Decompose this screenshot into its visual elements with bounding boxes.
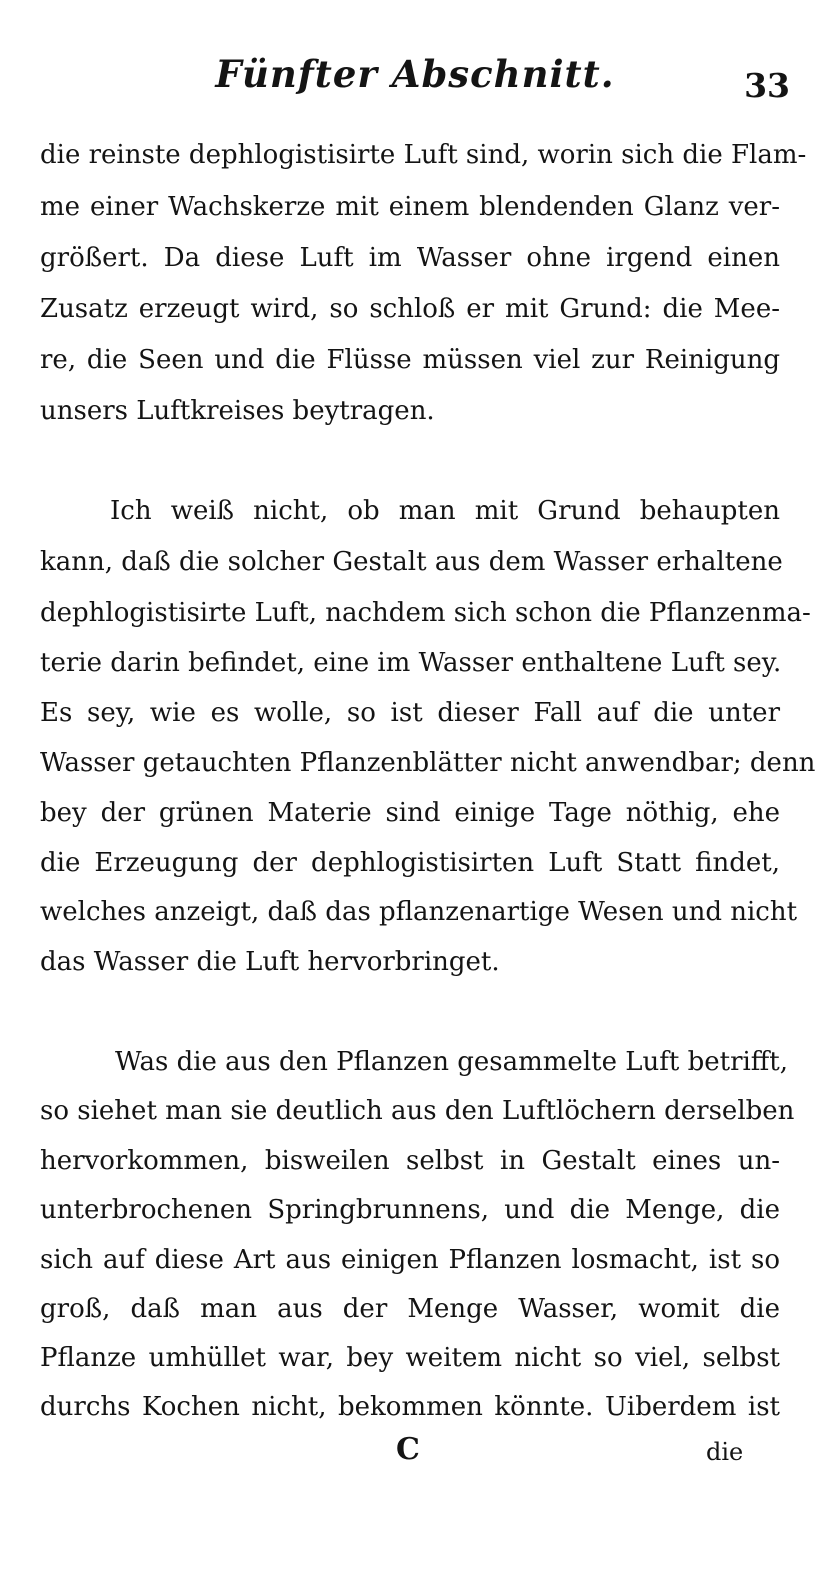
text-line: groß, daß man aus der Menge Wasser, womit die xyxy=(40,1294,780,1324)
text-line: größert. Da diese Luft im Wasser ohne irgend einen xyxy=(40,243,780,273)
text-line: bey der grünen Materie sind einige Tage nöthig, ehe xyxy=(40,798,780,828)
text-line: das Wasser die Luft hervorbringet. xyxy=(40,947,500,977)
text-line: kann, daß die solcher Gestalt aus dem Wasser erhaltene xyxy=(40,547,783,577)
text-line: unsers Luftkreises beytragen. xyxy=(40,396,435,426)
text-line: Pflanze umhüllet war, bey weitem nicht so viel, selbst xyxy=(40,1343,780,1373)
text-line: hervorkommen, bisweilen selbst in Gestalt eines un- xyxy=(40,1146,780,1176)
text-line: dephlogistisirte Luft, nachdem sich schon die Pflanzenma- xyxy=(40,598,811,628)
text-line: Wasser getauchten Pflanzenblätter nicht anwendbar; denn xyxy=(40,748,816,778)
text-line: Ich weiß nicht, ob man mit Grund behaupten xyxy=(110,496,780,526)
text-line: me einer Wachskerze mit einem blendenden Glanz ver- xyxy=(40,192,780,222)
text-line: Es sey, wie es wolle, so ist dieser Fall auf die unter xyxy=(40,698,780,728)
text-line: Zusatz erzeugt wird, so schloß er mit Grund: die Mee- xyxy=(40,294,780,324)
text-line: sich auf diese Art aus einigen Pflanzen losmacht, ist so xyxy=(40,1245,780,1275)
text-line: die reinste dephlogistisirte Luft sind, worin sich die Flam- xyxy=(40,140,807,170)
text-line: Was die aus den Pflanzen gesammelte Luft betrifft, xyxy=(115,1047,788,1077)
text-line: durchs Kochen nicht, bekommen könnte. Uiberdem ist xyxy=(40,1392,780,1422)
text-line: welches anzeigt, daß das pflanzenartige Wesen und nicht xyxy=(40,897,798,927)
text-line: terie darin befindet, eine im Wasser enthaltene Luft sey. xyxy=(40,648,782,678)
signature-mark: C xyxy=(396,1432,420,1467)
page-number: 33 xyxy=(744,66,790,105)
text-line: die Erzeugung der dephlogistisirten Luft Statt findet, xyxy=(40,848,780,878)
catchword: die xyxy=(706,1438,744,1466)
text-line: so siehet man sie deutlich aus den Luftlöchern derselben xyxy=(40,1096,795,1126)
running-head: Fünfter Abschnitt. xyxy=(215,52,615,96)
text-line: unterbrochenen Springbrunnens, und die Menge, die xyxy=(40,1195,780,1225)
text-line: re, die Seen und die Flüsse müssen viel zur Reinigung xyxy=(40,345,780,375)
